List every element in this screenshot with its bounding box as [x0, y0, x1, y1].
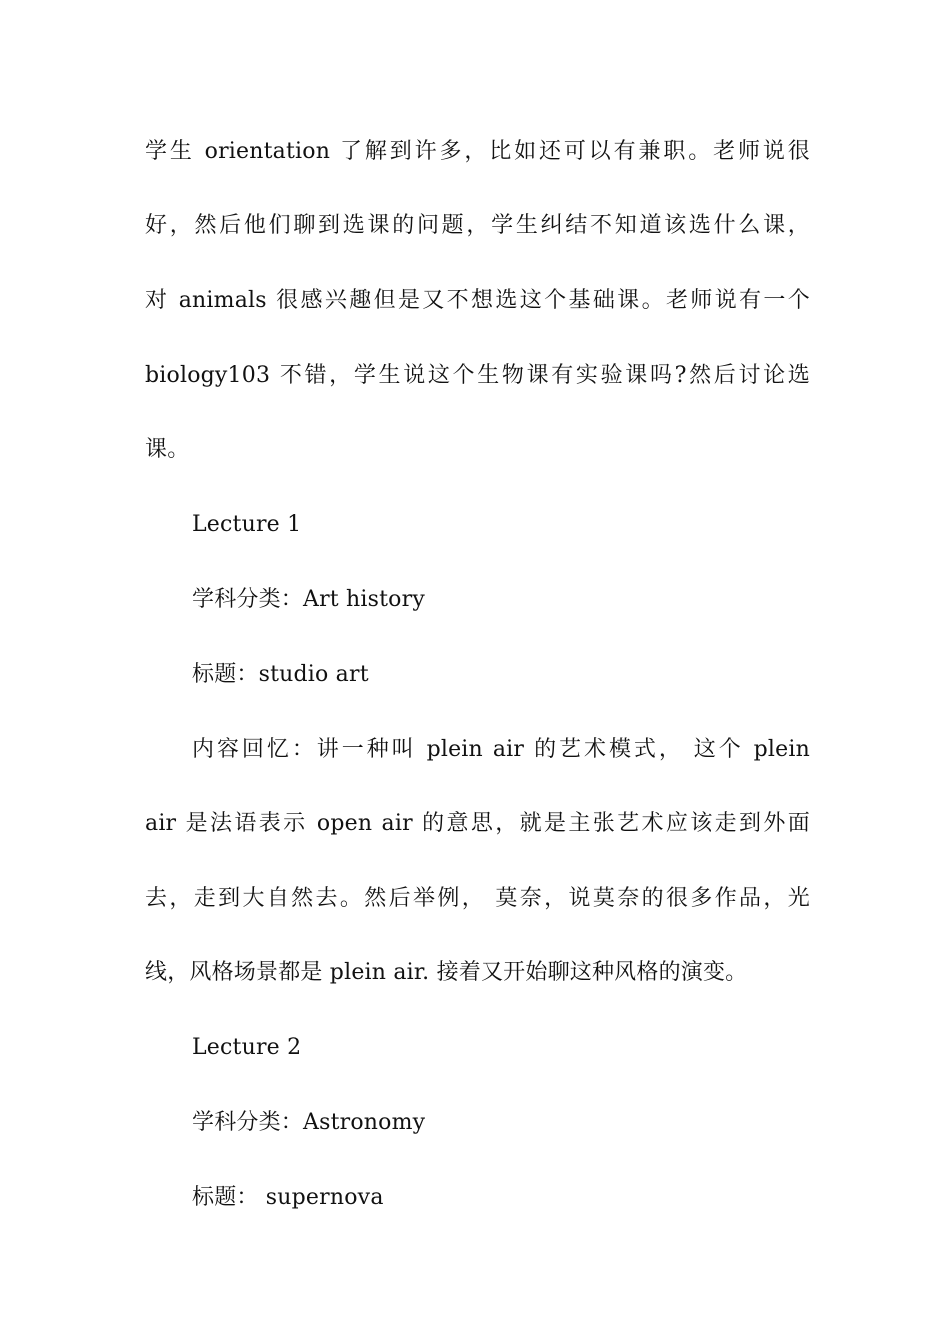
- lecture-1-content-line: air 是法语表示 open air 的意思，就是主张艺术应该走到外面: [145, 811, 810, 836]
- lecture-1-subject: 学科分类：Art history: [192, 587, 425, 612]
- lecture-1-content-line: 线，风格场景都是 plein air. 接着又开始聊这种风格的演变。: [145, 960, 748, 985]
- lecture-1-content-line: 内容回忆：讲一种叫 plein air 的艺术模式， 这个 plein: [192, 737, 810, 762]
- lecture-1-content-line: 去，走到大自然去。然后举例， 莫奈，说莫奈的很多作品，光: [145, 886, 810, 911]
- lecture-2-subject: 学科分类：Astronomy: [192, 1110, 426, 1135]
- paragraph-line: 学生 orientation 了解到许多，比如还可以有兼职。老师说很: [145, 139, 810, 164]
- lecture-2-title: 标题： supernova: [192, 1185, 384, 1210]
- paragraph-line: 好，然后他们聊到选课的问题，学生纠结不知道该选什么课，: [145, 213, 810, 238]
- lecture-2-heading: Lecture 2: [192, 1035, 302, 1060]
- paragraph-line: 对 animals 很感兴趣但是又不想选这个基础课。老师说有一个: [145, 288, 810, 313]
- lecture-1-title: 标题：studio art: [192, 662, 369, 687]
- paragraph-line: biology103 不错，学生说这个生物课有实验课吗?然后讨论选: [145, 363, 810, 388]
- lecture-1-heading: Lecture 1: [192, 512, 302, 537]
- paragraph-line: 课。: [145, 437, 190, 462]
